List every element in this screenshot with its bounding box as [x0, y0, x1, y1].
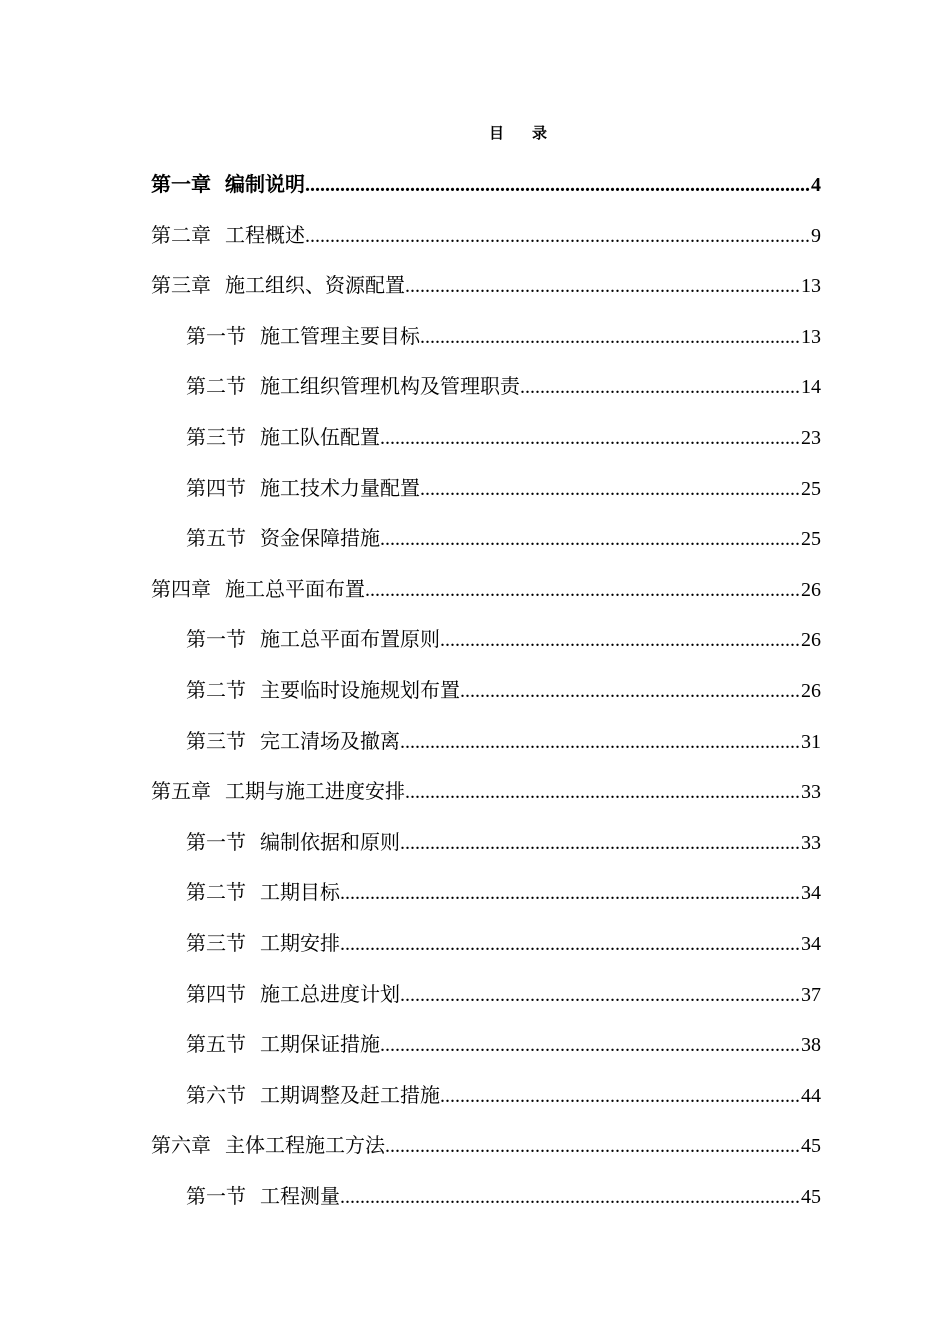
toc-entry-label: 工期调整及赶工措施	[260, 1082, 440, 1107]
toc-entry-label: 工期目标	[260, 880, 340, 905]
toc-entry-number: 第一节	[186, 1184, 246, 1208]
toc-entry[interactable]	[186, 470, 821, 506]
toc-entry[interactable]	[186, 723, 821, 759]
toc-entry-dot-leader	[340, 926, 801, 962]
toc-entry-label: 资金保障措施	[260, 526, 380, 551]
toc-entry-label: 编制说明	[225, 172, 305, 196]
toc-title-left: 目	[488, 124, 504, 142]
toc-entry-dot-leader	[305, 218, 811, 254]
toc-entry-number: 第三节	[186, 728, 246, 753]
toc-entry-label: 编制依据和原则	[260, 829, 400, 854]
toc-entry-number: 第四节	[186, 475, 246, 500]
toc-entry-label: 施工队伍配置	[260, 425, 380, 449]
toc-entry-label: 施工管理主要目标	[260, 323, 420, 348]
toc-entry-number: 第一节	[186, 323, 246, 348]
toc-entry-label: 工程概述	[225, 222, 305, 247]
toc-entry-page-number: 13	[801, 275, 821, 298]
toc-entry-label: 施工组织管理机构及管理职责	[260, 374, 520, 399]
toc-entry-page-number: 26	[801, 680, 821, 702]
toc-title	[0, 122, 950, 143]
toc-entry-page-number: 31	[801, 730, 821, 753]
toc-entry-number: 第四章	[151, 576, 211, 601]
toc-entry-number: 第二节	[186, 374, 246, 399]
toc-entry-label: 工期与施工进度安排	[225, 779, 405, 804]
toc-entry-number: 第三节	[186, 931, 246, 955]
toc-entry-page-number: 45	[801, 1186, 821, 1208]
toc-entry[interactable]	[186, 824, 821, 860]
toc-entry-page-number: 37	[801, 983, 821, 1006]
toc-entry-label: 工期保证措施	[260, 1032, 380, 1057]
toc-entry-dot-leader	[380, 420, 801, 456]
toc-entry-number: 第二章	[151, 222, 211, 247]
toc-entry[interactable]	[186, 1026, 821, 1062]
toc-entry-dot-leader	[420, 319, 801, 355]
toc-entry-page-number: 23	[801, 427, 821, 449]
toc-entry-dot-leader	[440, 1078, 801, 1114]
toc-entry-page-number: 26	[801, 629, 821, 652]
toc-entry-number: 第四节	[186, 981, 246, 1006]
toc-entry-label: 主体工程施工方法	[225, 1133, 385, 1158]
toc-entry-dot-leader	[340, 875, 801, 911]
toc-entry-number: 第五节	[186, 526, 246, 551]
toc-entry-dot-leader	[460, 673, 801, 709]
toc-entry-number: 第三节	[186, 425, 246, 449]
toc-entry[interactable]	[186, 368, 821, 404]
toc-entry[interactable]	[186, 520, 821, 556]
toc-entry[interactable]	[186, 318, 821, 354]
toc-entry-label: 工期安排	[260, 931, 340, 955]
toc-entry[interactable]	[151, 267, 821, 303]
toc-entry-number: 第一节	[186, 829, 246, 854]
toc-entry-dot-leader	[405, 774, 801, 810]
toc-entry-dot-leader	[420, 471, 801, 507]
toc-entry[interactable]	[186, 672, 821, 708]
toc-entry-page-number: 26	[801, 578, 821, 601]
toc-entry[interactable]	[151, 571, 821, 607]
toc-entry-page-number: 4	[811, 174, 821, 196]
toc-entry-number: 第二节	[186, 678, 246, 702]
toc-entry-page-number: 25	[801, 477, 821, 500]
toc-entry-number: 第三章	[151, 273, 211, 298]
toc-entry-dot-leader	[380, 521, 801, 557]
toc-entry[interactable]	[186, 621, 821, 657]
toc-title-right: 录	[532, 124, 548, 142]
toc-entry-page-number: 33	[801, 781, 821, 804]
toc-entry[interactable]	[151, 1127, 821, 1163]
toc-entry[interactable]	[186, 419, 821, 455]
toc-entry[interactable]	[186, 976, 821, 1012]
toc-entry[interactable]	[186, 1077, 821, 1113]
toc-entry-dot-leader	[440, 622, 801, 658]
toc-entry-label: 工程测量	[260, 1184, 340, 1208]
toc-entry-dot-leader	[400, 825, 801, 861]
toc-entry-page-number: 45	[801, 1135, 821, 1158]
toc-entry-label: 主要临时设施规划布置	[260, 678, 460, 702]
toc-entry[interactable]	[186, 1178, 821, 1214]
toc-entry-number: 第一章	[151, 172, 211, 196]
toc-entry-page-number: 34	[801, 882, 821, 905]
toc-entry-number: 第六节	[186, 1082, 246, 1107]
toc-entry[interactable]	[186, 874, 821, 910]
toc-entry-page-number: 25	[801, 528, 821, 551]
toc-entry-dot-leader	[365, 572, 801, 608]
toc-entry-number: 第一节	[186, 627, 246, 652]
toc-entry-number: 第五节	[186, 1032, 246, 1057]
toc-entry[interactable]	[151, 166, 821, 202]
toc-entry-page-number: 38	[801, 1034, 821, 1057]
toc-entry-dot-leader	[520, 369, 801, 405]
toc-entry-page-number: 44	[801, 1084, 821, 1107]
toc-entry-page-number: 33	[801, 831, 821, 854]
toc-entry-dot-leader	[340, 1179, 801, 1215]
toc-entry-label: 施工总平面布置原则	[260, 627, 440, 652]
toc-entry-number: 第五章	[151, 779, 211, 804]
toc-entry-label: 施工组织、资源配置	[225, 273, 405, 298]
toc-entry-page-number: 34	[801, 933, 821, 955]
toc-entry[interactable]	[151, 773, 821, 809]
toc-entry-label: 施工总进度计划	[260, 981, 400, 1006]
toc-entry-label: 完工清场及撤离	[260, 728, 400, 753]
toc-entry-dot-leader	[405, 268, 801, 304]
toc-entry-page-number: 14	[801, 376, 821, 399]
toc-entry[interactable]	[151, 217, 821, 253]
toc-entry-number: 第六章	[151, 1133, 211, 1158]
toc-entry-dot-leader	[380, 1027, 801, 1063]
toc-entry-dot-leader	[400, 724, 801, 760]
toc-entry-dot-leader	[305, 167, 811, 203]
toc-entry-dot-leader	[385, 1128, 801, 1164]
toc-entry-number: 第二节	[186, 880, 246, 905]
toc-entry[interactable]	[186, 925, 821, 961]
toc-entry-page-number: 9	[811, 224, 821, 247]
toc-entry-page-number: 13	[801, 325, 821, 348]
toc-entry-label: 施工技术力量配置	[260, 475, 420, 500]
toc-entry-label: 施工总平面布置	[225, 576, 365, 601]
toc-entry-dot-leader	[400, 977, 801, 1013]
